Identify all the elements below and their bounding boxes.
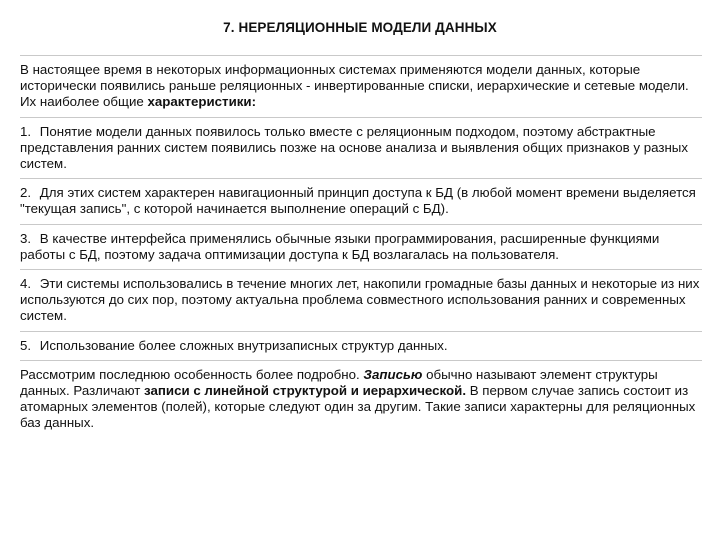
list-item-number: 2. xyxy=(20,185,32,201)
conclusion-text-2: обычно называют элемент структуры данных. Различают xyxy=(20,366,658,399)
conclusion-term-record: Записью xyxy=(363,366,423,382)
list-item-number: 5. xyxy=(20,337,32,353)
list-item-5 xyxy=(20,331,702,360)
list-item-number: 4. xyxy=(20,276,32,292)
list-item-number: 3. xyxy=(20,230,32,246)
list-item-text: В качестве интерфейса применялись обычные языки программирования, расширенные функциями работы с БД, поэтому задача оптимизации доступа к БД возлагалась на пользователя. xyxy=(20,230,660,262)
list-item-1 xyxy=(20,117,702,179)
list-item-text: Для этих систем характерен навигационный принцип доступа к БД (в любой момент времени выделяется "текущая запись", с которой начинается выполнение операций с БД). xyxy=(20,185,696,217)
conclusion-bold: записи с линейной структурой и иерархической. xyxy=(144,383,467,399)
conclusion-text-1: Рассмотрим последнюю особенность более подробно. xyxy=(20,366,364,382)
list-item-text: Использование более сложных внутризаписных структур данных. xyxy=(39,337,448,353)
conclusion-paragraph xyxy=(20,360,702,438)
list-item-4 xyxy=(20,269,702,331)
list-item-2 xyxy=(20,178,702,223)
intro-text: В настоящее время в некоторых информационных системах применяются модели данных, которые исторически появились раньше реляционных - инвертированные списки, иерархические и сетевые модели. Их наиболее общие xyxy=(20,62,689,110)
intro-bold: характеристики: xyxy=(147,94,257,110)
list-item-3 xyxy=(20,224,702,269)
intro-paragraph xyxy=(20,55,702,117)
slide-title: 7. НЕРЕЛЯЦИОННЫЕ МОДЕЛИ ДАННЫХ xyxy=(223,20,497,35)
list-item-number: 1. xyxy=(20,123,32,139)
list-item-text: Понятие модели данных появилось только вместе с реляционным подходом, поэтому абстрактные представления ранних систем появились позже на основе анализа и выявления общих признаков у разных систем. xyxy=(20,123,689,172)
list-item-text: Эти системы использовались в течение многих лет, накопили громадные базы данных и некоторые из них используются до сих пор, поэтому актуальна проблема совместного использования ранних и современных систем. xyxy=(20,276,700,324)
conclusion-text-3: В первом случае запись состоит из атомарных элементов (полей), которые следуют один за другим. Такие записи характерны для реляционных баз данных. xyxy=(20,383,696,431)
slide-body xyxy=(20,55,702,438)
